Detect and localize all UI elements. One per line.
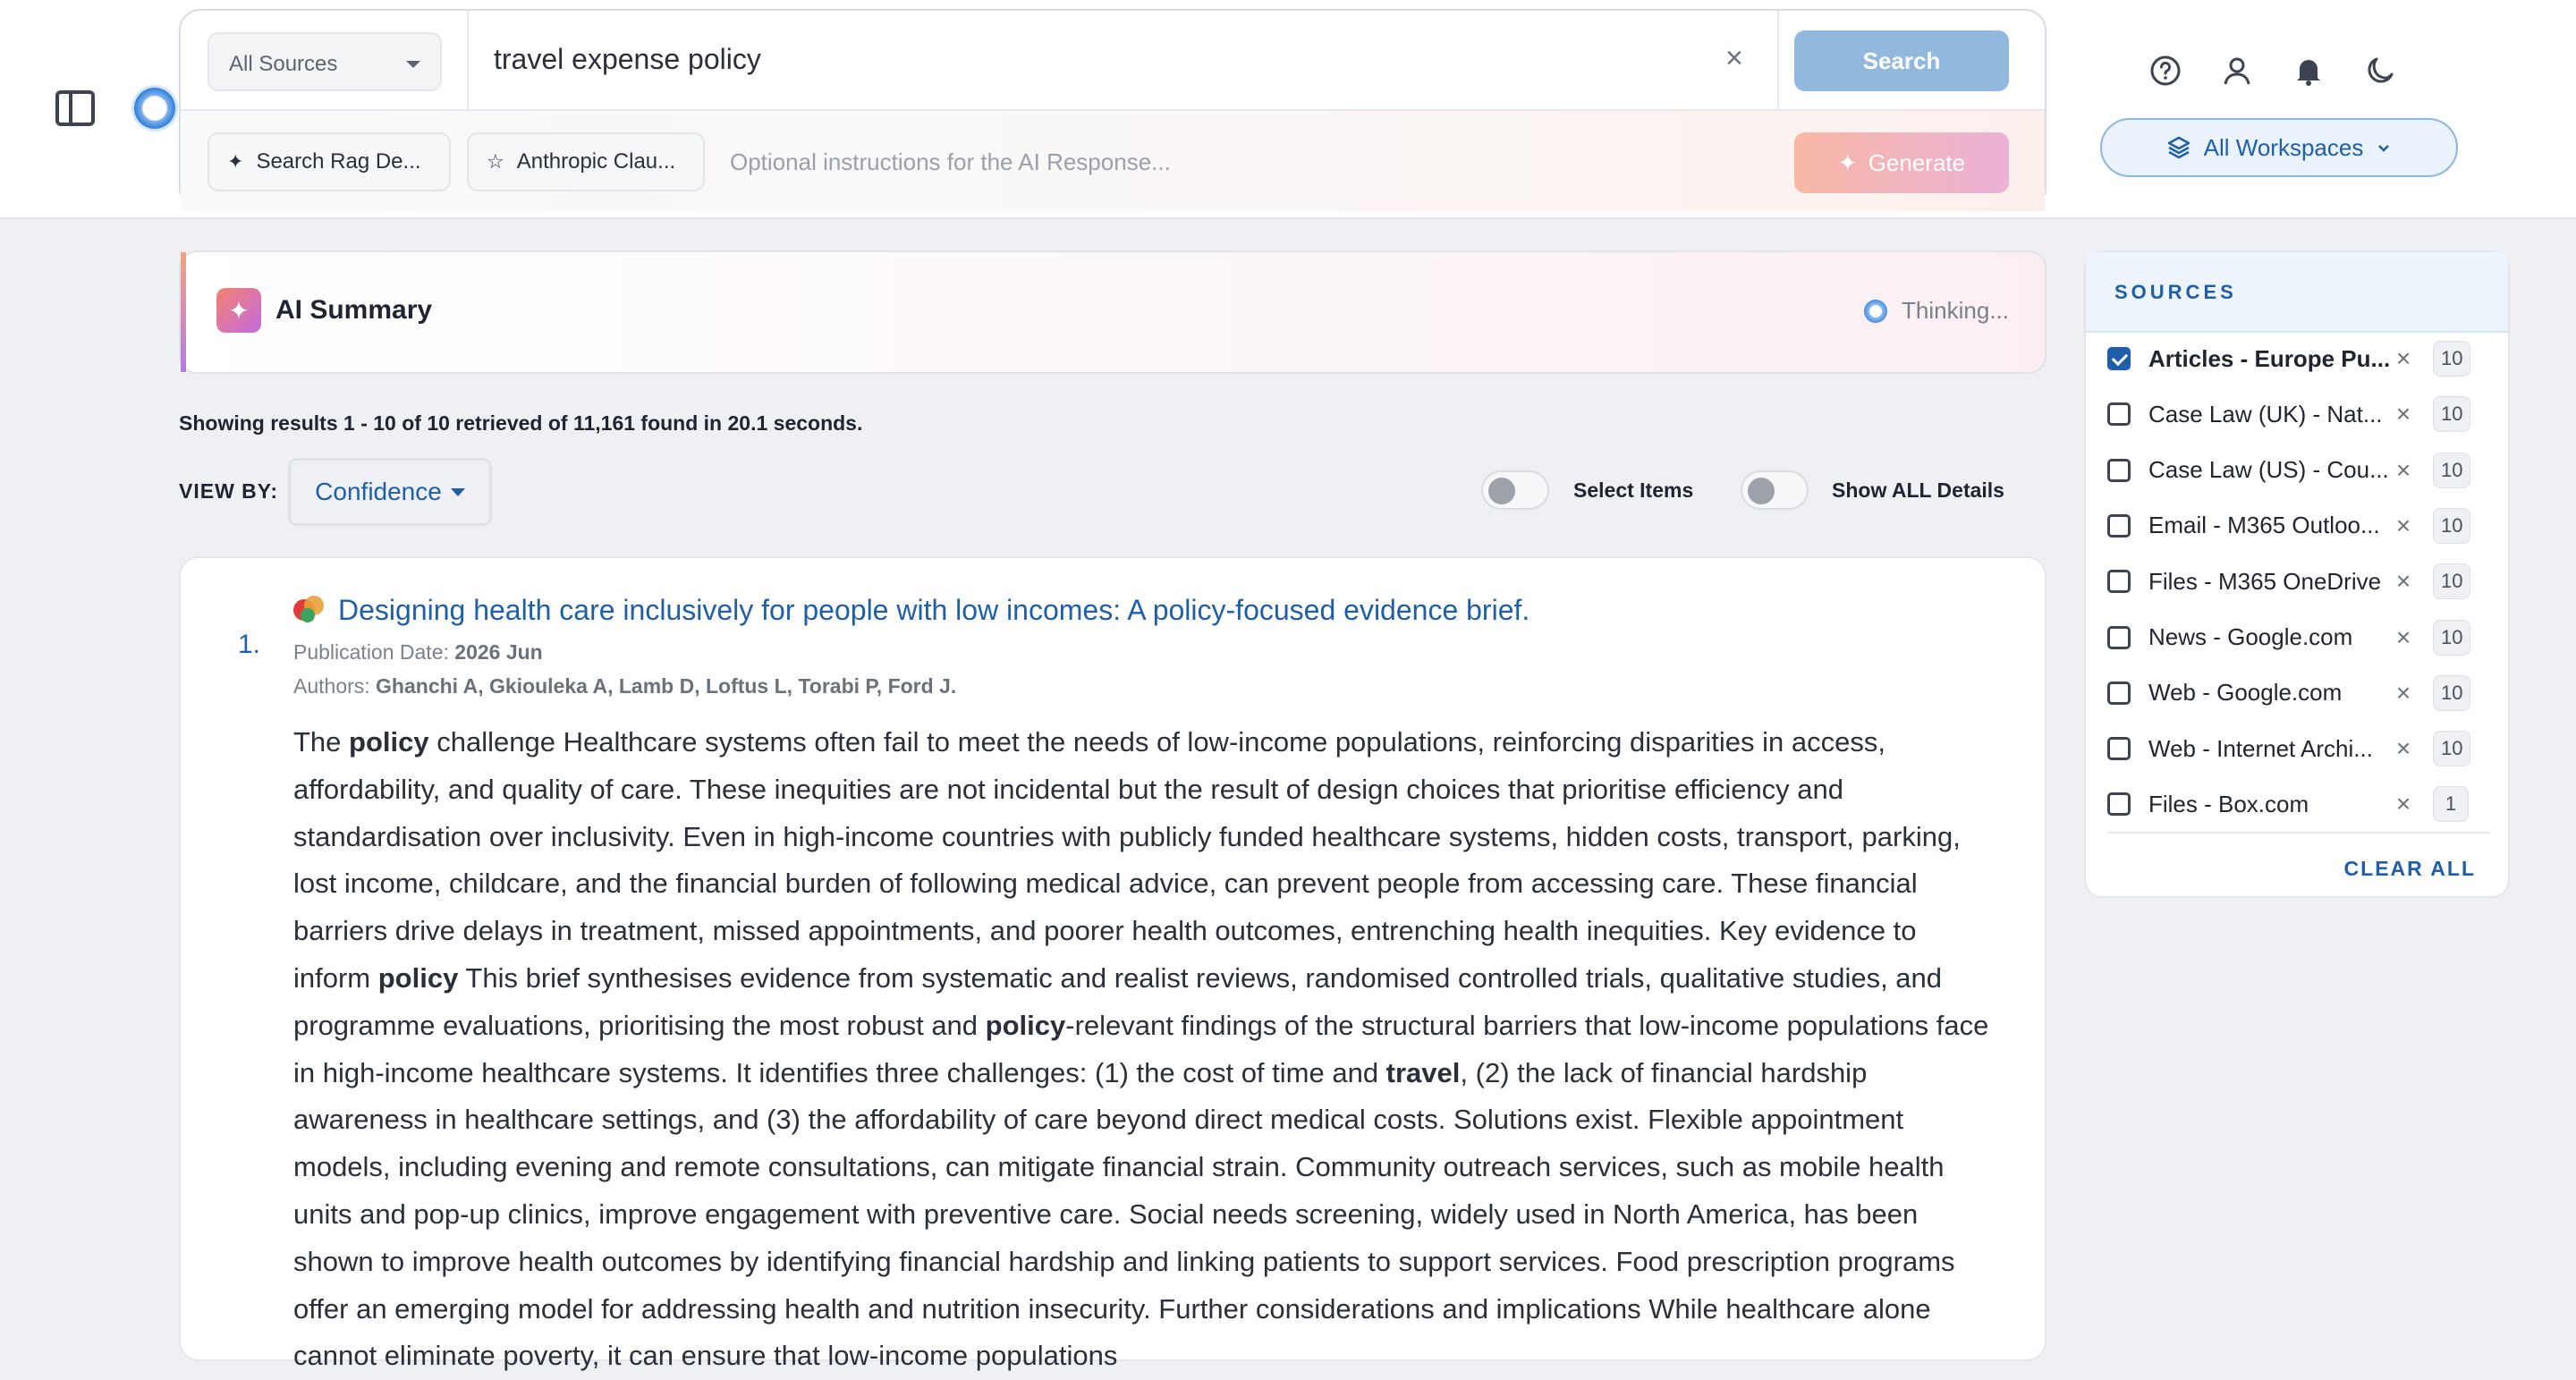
moon-icon[interactable]: [2363, 54, 2397, 88]
toggle-knob: [1488, 478, 1515, 504]
source-count-badge: 10: [2433, 731, 2470, 766]
abstract-text: This brief synthesises evidence from systematic and realist reviews, randomised controlled trials, qualitative studies, and programme evaluations, prioritising the most robust and: [293, 961, 1943, 1041]
source-checkbox[interactable]: [2107, 347, 2131, 370]
source-label: Web - Internet Archi...: [2148, 734, 2373, 762]
caret-down-icon: [451, 488, 465, 496]
layers-icon: [2166, 135, 2191, 160]
source-filter-row[interactable]: [2107, 776, 2501, 832]
plus-icon: ✦: [227, 150, 244, 173]
authors-label: Authors:: [293, 674, 370, 698]
source-label: Case Law (US) - Cou...: [2148, 456, 2389, 484]
sidebar-toggle-icon[interactable]: [55, 90, 95, 126]
sparkle-icon: ✦: [216, 288, 261, 333]
source-label: Files - Box.com: [2148, 790, 2309, 817]
results-info: Showing results 1 - 10 of 10 retrieved of 11,161 found in 20.1 seconds.: [179, 411, 863, 435]
show-all-details-label: Show ALL Details: [1832, 478, 2004, 502]
workspaces-button[interactable]: [2100, 118, 2458, 177]
user-icon[interactable]: [2220, 54, 2254, 88]
select-items-label: Select Items: [1573, 478, 1694, 502]
publication-date: [293, 640, 543, 665]
generate-row: [181, 111, 2045, 211]
ai-summary-card: [179, 250, 2046, 374]
source-select-value: All Sources: [229, 52, 338, 76]
source-filter-row[interactable]: [2107, 665, 2501, 721]
source-label: Web - Google.com: [2148, 679, 2343, 707]
source-checkbox[interactable]: [2107, 514, 2131, 538]
source-checkbox[interactable]: [2107, 570, 2131, 593]
view-by-value: Confidence: [315, 478, 442, 505]
source-filter-row[interactable]: [2107, 498, 2501, 554]
source-logo-icon: [293, 596, 324, 626]
clear-all-button[interactable]: CLEAR ALL: [2343, 857, 2476, 880]
source-select[interactable]: [208, 32, 442, 91]
result-card: [179, 556, 2046, 1372]
source-count-badge: 10: [2433, 341, 2470, 377]
source-count-badge: 10: [2433, 396, 2470, 432]
source-label: Email - M365 Outloo...: [2148, 512, 2380, 539]
remove-source-icon[interactable]: ×: [2395, 344, 2411, 372]
search-input[interactable]: travel expense policy: [494, 43, 761, 75]
clear-search-icon[interactable]: ×: [1725, 41, 1743, 75]
chip-label: Anthropic Clau...: [516, 149, 676, 174]
remove-source-icon[interactable]: ×: [2395, 790, 2411, 818]
bell-icon[interactable]: [2292, 54, 2326, 88]
sparkle-icon: ✦: [1837, 148, 1858, 176]
source-label: News - Google.com: [2148, 623, 2353, 650]
source-checkbox[interactable]: [2107, 792, 2131, 816]
source-filter-row[interactable]: [2107, 554, 2501, 609]
publication-date-label: Publication Date:: [293, 640, 449, 664]
left-icon-group: [55, 88, 175, 129]
source-checkbox[interactable]: [2107, 626, 2131, 649]
source-label: Articles - Europe Pu...: [2148, 344, 2391, 372]
remove-source-icon[interactable]: ×: [2395, 622, 2411, 651]
sources-title: SOURCES: [2114, 281, 2237, 303]
abstract-text: -relevant findings of the structural barriers that low-income populations face in high-income healthcare systems. It identifies three challenges: (1) the cost of time and: [293, 1009, 1989, 1088]
sources-panel: [2084, 250, 2510, 898]
ai-instructions-input[interactable]: Optional instructions for the AI Response...: [730, 148, 1171, 175]
result-abstract: [293, 719, 1993, 1380]
remove-source-icon[interactable]: ×: [2395, 400, 2411, 428]
result-title-link[interactable]: Designing health care inclusively for people with low incomes: A policy-focused evidence brief.: [338, 594, 1530, 626]
chevron-down-icon: [2376, 140, 2392, 156]
source-filter-row[interactable]: [2107, 331, 2501, 386]
generate-label: Generate: [1868, 148, 1966, 176]
result-rank: 1.: [238, 630, 261, 659]
source-count-badge: 10: [2433, 508, 2470, 544]
remove-source-icon[interactable]: ×: [2395, 567, 2411, 596]
chip-label: Search Rag De...: [256, 149, 421, 174]
view-by-select[interactable]: [288, 458, 492, 526]
abstract-highlight: policy: [349, 726, 429, 758]
remove-source-icon[interactable]: ×: [2395, 455, 2411, 484]
divider: [467, 11, 469, 111]
source-filter-row[interactable]: [2107, 721, 2501, 776]
authors: [293, 674, 956, 698]
remove-source-icon[interactable]: ×: [2395, 678, 2411, 707]
toggle-knob: [1748, 478, 1775, 504]
ai-summary-title: AI Summary: [275, 295, 433, 325]
source-label: Files - M365 OneDrive: [2148, 567, 2382, 595]
chevron-down-icon: [406, 61, 420, 68]
star-icon: ☆: [487, 150, 504, 173]
workspaces-label: All Workspaces: [2203, 133, 2364, 161]
source-count-badge: 10: [2433, 675, 2470, 711]
view-by-label: VIEW BY:: [179, 479, 279, 503]
divider: [2107, 832, 2490, 834]
generate-button[interactable]: [1794, 132, 2009, 193]
remove-source-icon[interactable]: ×: [2395, 511, 2411, 539]
source-filter-row[interactable]: [2107, 610, 2501, 665]
sources-header: [2086, 252, 2508, 333]
chip-anthropic-claude[interactable]: [467, 132, 705, 191]
publication-date-value: 2026 Jun: [454, 640, 543, 664]
source-count-badge: 10: [2433, 620, 2470, 656]
help-icon[interactable]: [2148, 54, 2182, 88]
search-card: [179, 9, 2046, 209]
search-row: [181, 11, 2045, 111]
source-count-badge: 10: [2433, 453, 2470, 488]
source-filter-row[interactable]: [2107, 443, 2501, 498]
top-bar: [0, 0, 2576, 219]
ai-status-label: Thinking...: [1902, 297, 2009, 324]
ai-status: [1864, 297, 2009, 325]
show-all-details-toggle[interactable]: [1741, 470, 1809, 510]
abstract-text: challenge Healthcare systems often fail to meet the needs of low-income populations, reinforcing disparities in access, affordability, and quality of care. These inequities are not incidental but the result of design choices that prioritise efficiency and standardisation over inclusivity. Even in high-income countries with publicly funded healthcare systems, hidden costs, transport, parking, lost income, childcare, and the financial burden of following medical advice, can prevent people from accessing care. These financial barriers drive delays in treatment, missed appointments, and poorer health outcomes, entrenching health inequities. Key evidence to inform: [293, 726, 1961, 994]
abstract-highlight: policy: [377, 961, 459, 994]
chip-search-rag[interactable]: [208, 132, 451, 191]
app-logo-icon[interactable]: [134, 88, 175, 129]
source-count-badge: 1: [2433, 786, 2469, 822]
search-button[interactable]: Search: [1794, 30, 2009, 91]
source-label: Case Law (UK) - Nat...: [2148, 400, 2383, 428]
source-filter-row[interactable]: [2107, 386, 2501, 442]
header-actions: [2148, 54, 2397, 88]
abstract-text: , (2) the lack of financial hardship awareness in healthcare settings, and (3) the affordability of care beyond direct medical costs. Solutions exist. Flexible appointment models, including evening and remote consultations, can mitigate financial strain. Community outreach services, such as mobile health units and pop-up clinics, improve engagement with preventive care. Social needs screening, widely used in North America, has been shown to improve health outcomes by identifying financial hardship and linking patients to support services. Food prescription programs offer an emerging model for addressing health and nutrition insecurity. Further considerations and implications While healthcare alone cannot eliminate poverty, it can ensure that low-income populations: [293, 1056, 1955, 1372]
source-count-badge: 10: [2433, 563, 2470, 599]
abstract-text: The: [293, 726, 350, 758]
source-checkbox[interactable]: [2107, 682, 2131, 705]
divider: [1777, 11, 1779, 111]
source-checkbox[interactable]: [2107, 459, 2131, 482]
authors-value: Ghanchi A, Gkiouleka A, Lamb D, Loftus L, Torabi P, Ford J.: [376, 674, 957, 698]
source-checkbox[interactable]: [2107, 737, 2131, 760]
abstract-highlight: policy: [985, 1009, 1066, 1041]
loading-spinner-icon: [1864, 300, 1887, 323]
select-items-toggle[interactable]: [1481, 470, 1549, 510]
remove-source-icon[interactable]: ×: [2395, 734, 2411, 763]
source-checkbox[interactable]: [2107, 402, 2131, 426]
abstract-highlight: travel: [1385, 1056, 1461, 1088]
